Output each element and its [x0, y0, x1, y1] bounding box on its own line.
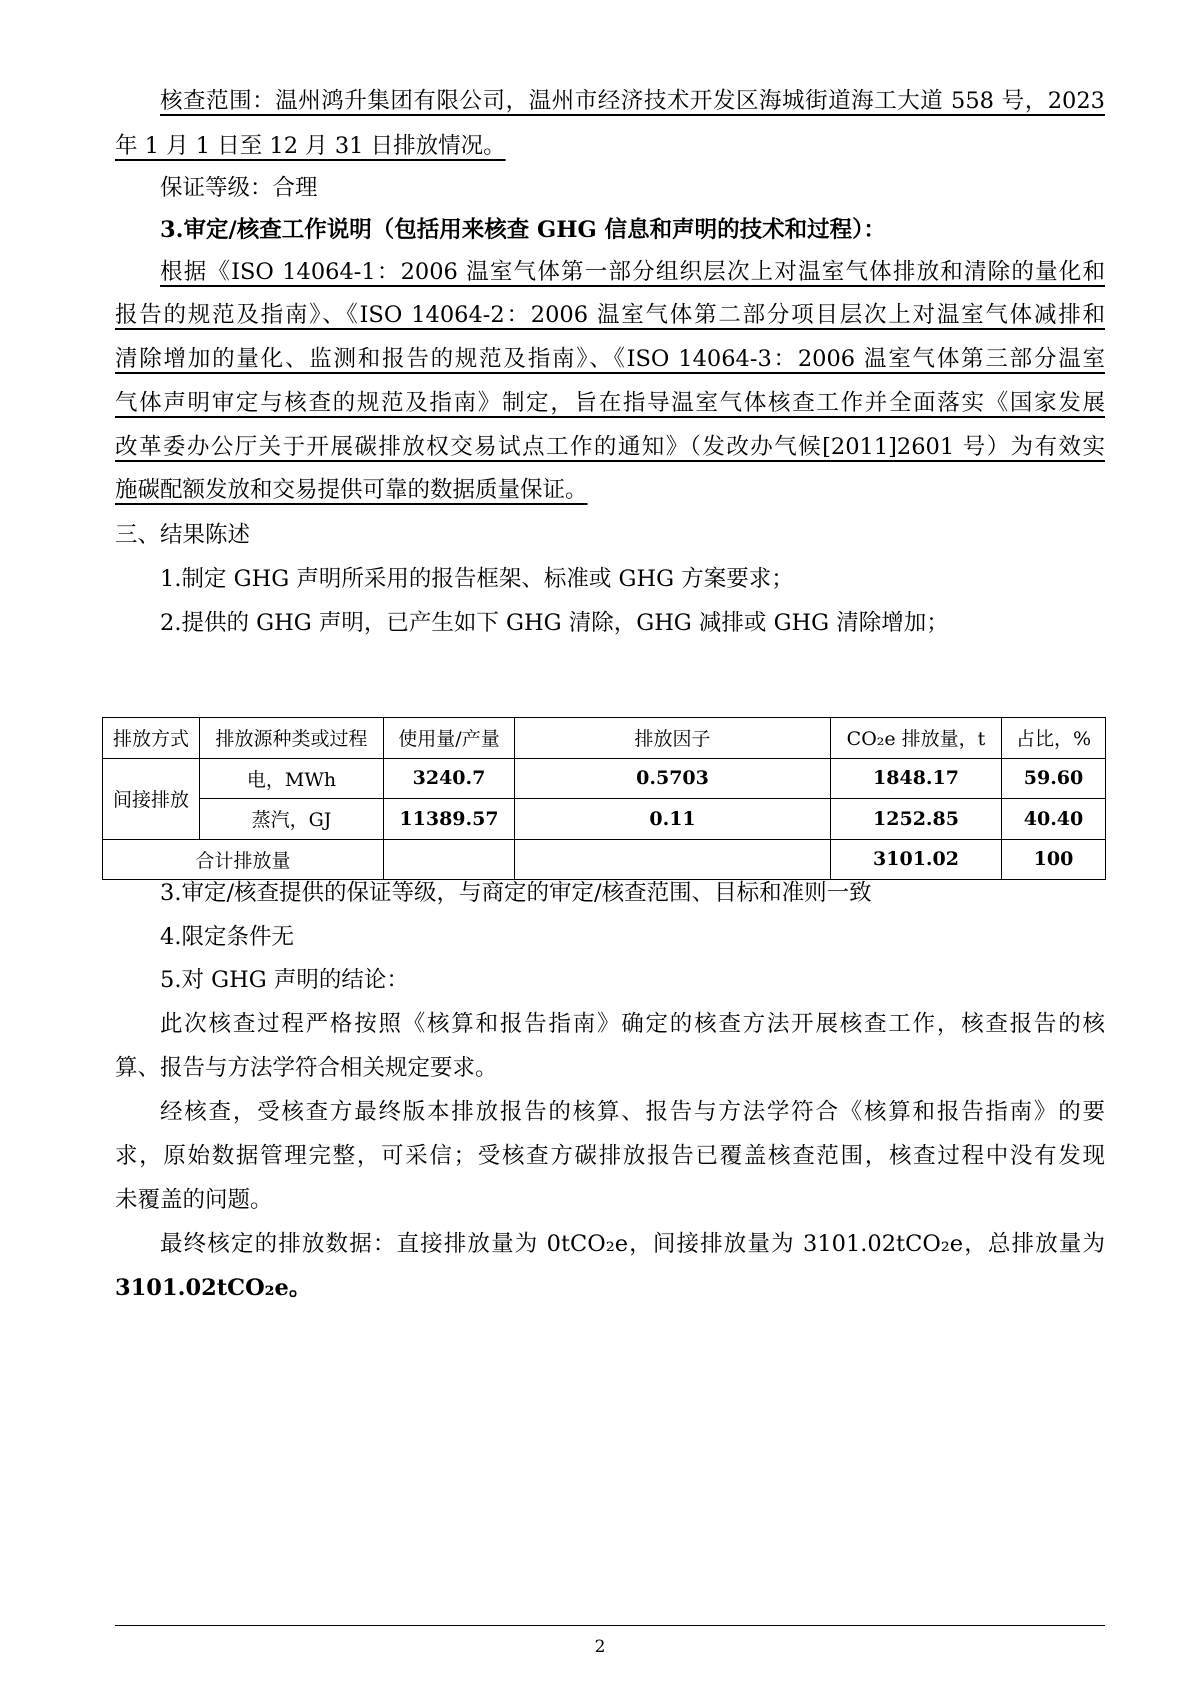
results-item-2: 2.提供的 GHG 声明，已产生如下 GHG 清除，GHG 减排或 GHG 清除增加；	[160, 610, 949, 636]
page-number: 2	[594, 1637, 606, 1657]
emission-mode-cell: 间接排放	[103, 758, 200, 839]
table-total-row	[103, 839, 1106, 880]
item-3: 3.审定/核查提供的保证等级，与商定的审定/核查范围、目标和准则一致	[160, 880, 872, 906]
section3-line-2: 报告的规范及指南》、《ISO 14064-2：2006 温室气体第二部分项目层次上对温室气体减排和	[115, 302, 1105, 328]
total-share-cell: 100	[1002, 839, 1106, 880]
total-label-cell: 合计排放量	[103, 839, 384, 880]
table-row	[103, 758, 1106, 799]
table-header-row	[103, 718, 1106, 759]
source-cell: 蒸汽，GJ	[200, 799, 384, 840]
table-header: CO₂e 排放量，t	[831, 718, 1002, 759]
source-cell: 电，MWh	[200, 758, 384, 799]
table-header: 排放因子	[515, 718, 831, 759]
section3-line-3: 清除增加的量化、监测和报告的规范及指南》、《ISO 14064-3：2006 温室气体第三部分温室	[115, 346, 1105, 372]
section3-line-4: 气体声明审定与核查的规范及指南》制定，旨在指导温室气体核查工作并全面落实《国家发展	[115, 390, 1105, 416]
empty-cell	[384, 839, 515, 880]
footer-divider	[115, 1625, 1105, 1626]
usage-cell: 11389.57	[384, 799, 515, 840]
scope-line-1: 核查范围：温州鸿升集团有限公司，温州市经济技术开发区海城街道海工大道 558 号，2023	[160, 88, 1105, 114]
factor-cell: 0.11	[515, 799, 831, 840]
results-item-1: 1.制定 GHG 声明所采用的报告框架、标准或 GHG 方案要求；	[160, 566, 794, 592]
section3-heading: 3.审定/核查工作说明（包括用来核查 GHG 信息和声明的技术和过程）：	[160, 217, 886, 243]
conclusion-p2-line-2: 求，原始数据管理完整，可采信；受核查方碳排放报告已覆盖核查范围，核查过程中没有发现	[115, 1143, 1105, 1169]
table-header: 占比，%	[1002, 718, 1106, 759]
conclusion-p2-line-3: 未覆盖的问题。	[115, 1187, 273, 1213]
item-4: 4.限定条件无	[160, 924, 294, 950]
results-heading: 三、结果陈述	[115, 522, 251, 548]
conclusion-p3-line-1: 最终核定的排放数据：直接排放量为 0tCO₂e，间接排放量为 3101.02tCO₂e，总排放量为	[160, 1231, 1105, 1257]
conclusion-p1-line-1: 此次核查过程严格按照《核算和报告指南》确定的核查方法开展核查工作，核查报告的核	[160, 1011, 1105, 1037]
table-header: 使用量/产量	[384, 718, 515, 759]
conclusion-p1-line-2: 算、报告与方法学符合相关规定要求。	[115, 1055, 498, 1081]
emission-cell: 1252.85	[831, 799, 1002, 840]
section3-line-6: 施碳配额发放和交易提供可靠的数据质量保证。	[115, 477, 588, 503]
table-header: 排放方式	[103, 718, 200, 759]
emission-cell: 1848.17	[831, 758, 1002, 799]
item-5: 5.对 GHG 声明的结论：	[160, 967, 409, 993]
share-cell: 40.40	[1002, 799, 1106, 840]
total-emission-cell: 3101.02	[831, 839, 1002, 880]
scope-line-2: 年 1 月 1 日至 12 月 31 日排放情况。	[115, 133, 506, 159]
share-cell: 59.60	[1002, 758, 1106, 799]
emissions-table	[102, 717, 1106, 880]
table-row	[103, 799, 1106, 840]
empty-cell	[515, 839, 831, 880]
section3-line-5: 改革委办公厅关于开展碳排放权交易试点工作的通知》（发改办气候[2011]2601 号）为有效实	[115, 434, 1105, 460]
table-header: 排放源种类或过程	[200, 718, 384, 759]
usage-cell: 3240.7	[384, 758, 515, 799]
section3-line-1: 根据《ISO 14064-1：2006 温室气体第一部分组织层次上对温室气体排放和清除的量化和	[160, 259, 1105, 285]
conclusion-p2-line-1: 经核查，受核查方最终版本排放报告的核算、报告与方法学符合《核算和报告指南》的要	[160, 1099, 1105, 1125]
conclusion-p3-line-2: 3101.02tCO₂e。	[115, 1275, 312, 1301]
factor-cell: 0.5703	[515, 758, 831, 799]
assurance-level: 保证等级：合理	[160, 175, 318, 201]
